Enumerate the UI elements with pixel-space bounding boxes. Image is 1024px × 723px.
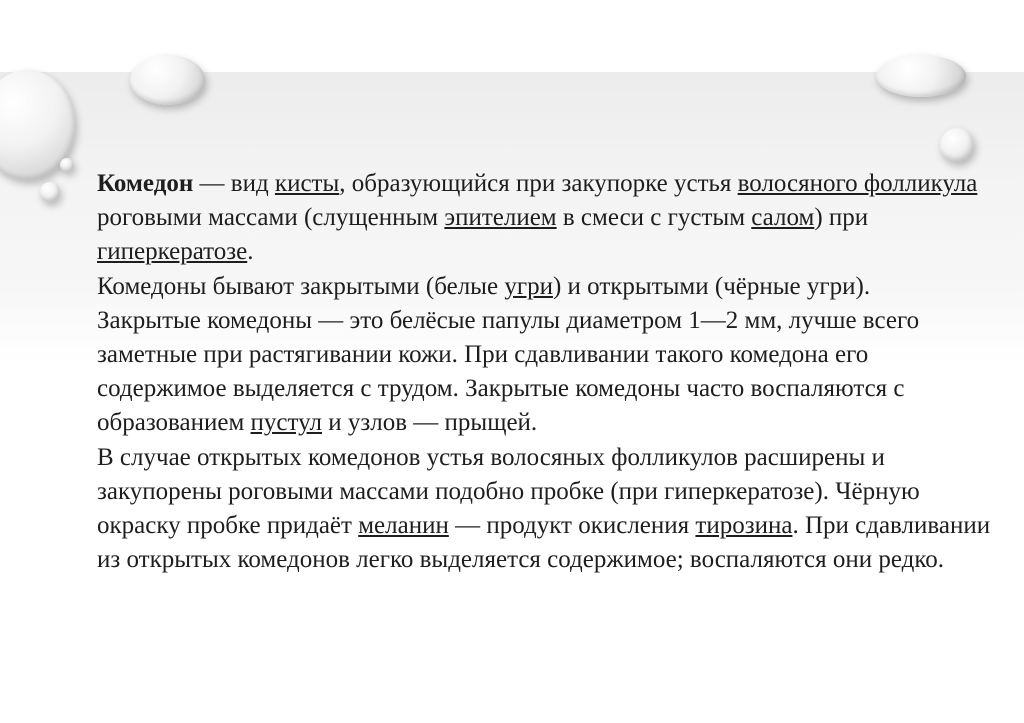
text-span: . — [247, 238, 254, 266]
link-melanin[interactable]: меланин — [358, 512, 449, 540]
link-salom[interactable]: салом — [751, 204, 815, 232]
water-drop-decoration — [940, 128, 974, 162]
paragraph-types — [97, 270, 997, 304]
text-span: и узлов — прыщей. — [322, 409, 538, 437]
text-span: . При сдавливании из открытых комедонов легко выделяется содержимое; воспаляются они редко. — [97, 512, 991, 574]
text-span: , образующийся при закупорке устья — [339, 170, 738, 197]
water-drop-decoration — [60, 158, 74, 172]
text-span: ) и открытыми (чёрные угри). — [552, 272, 871, 300]
water-drop-decoration — [876, 55, 966, 97]
paragraph-closed-comedones — [97, 304, 997, 441]
link-pustul[interactable]: пустул — [250, 409, 322, 437]
text-span: — вид — [193, 170, 275, 197]
link-giperkeratoze[interactable]: гиперкератозе — [97, 238, 248, 266]
text-span: роговыми массами (слущенным — [97, 204, 445, 232]
paragraph-open-comedones — [97, 441, 997, 578]
link-volosyanogo-follikula[interactable]: волосяного фолликула — [737, 170, 978, 197]
link-ugri[interactable]: угри — [504, 272, 553, 300]
text-span: Закрытые комедоны — это белёсые папулы диаметром 1—2 мм, лучше всего заметные при растягивании кожи. При сдавливании такого комедона его содержимое выделяется с трудом. Закрытые комедоны часто воспаляются с образованием — [97, 306, 920, 437]
link-kisty[interactable]: кисты — [274, 170, 340, 197]
link-tirozina[interactable]: тирозина — [695, 512, 793, 540]
water-drop-decoration — [130, 55, 205, 105]
text-span: ) при — [814, 204, 869, 232]
paragraph-definition — [97, 167, 997, 270]
water-drop-decoration — [40, 182, 60, 202]
text-span: Комедоны бывают закрытыми (белые — [97, 272, 505, 300]
link-epiteliem[interactable]: эпителием — [444, 204, 557, 232]
slide-body-text — [97, 167, 997, 577]
text-span: В случае открытых комедонов устья волосяных фолликулов расширены и закупорены роговыми массами подобно пробке (при гиперкератозе). Чёрную окраску пробке придаёт — [97, 443, 920, 540]
text-span: в смеси с густым — [556, 204, 752, 232]
term-komedon: Комедон — [97, 170, 194, 197]
text-span: — продукт окисления — [448, 512, 696, 540]
